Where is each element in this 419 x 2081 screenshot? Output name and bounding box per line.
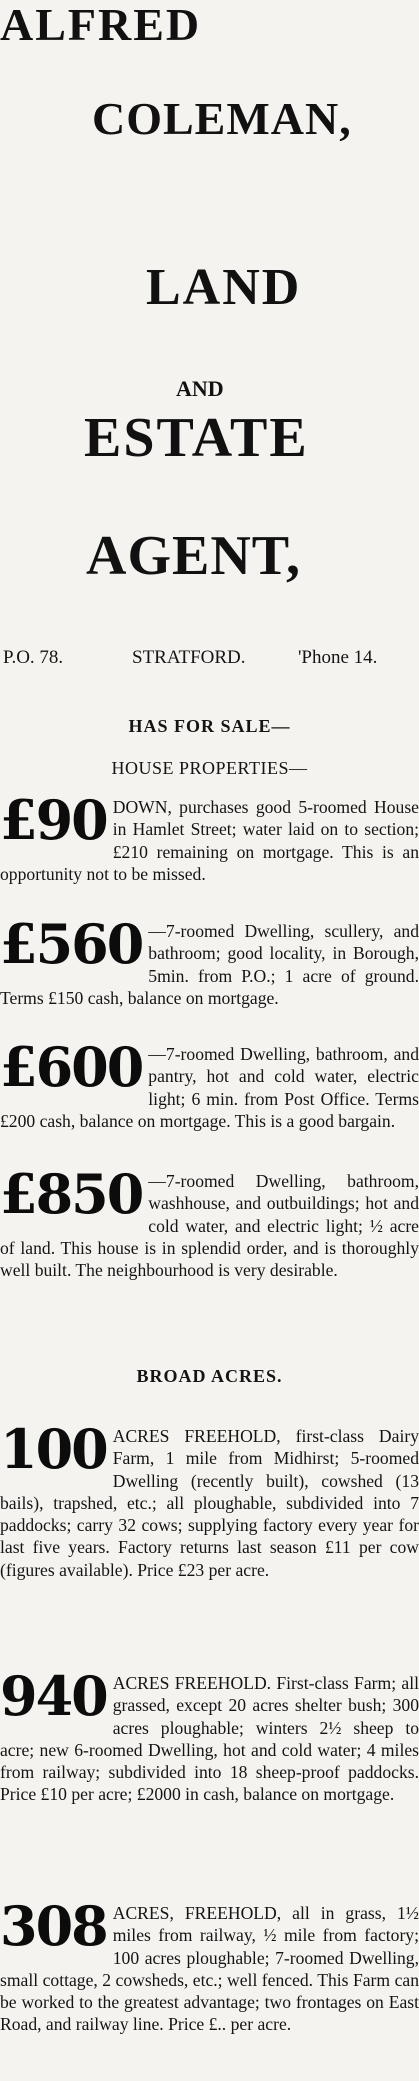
header-land: LAND (146, 259, 302, 316)
listing-text: ACRES, FREEHOLD, all in grass, 1½ miles from railway, ½ mile from factory; 100 acres ploughable; 7-roomed Dwelling, small cottage, 2 cowsheds, etc.; well fenced. This Farm can be worked to the greatest advantage; two frontages on East Road, and railway line. Price £.. per acre. (0, 1903, 419, 2035)
farm-listing (0, 1894, 419, 2036)
listing-text: —7-roomed Dwelling, bathroom, and pantry, hot and cold water, electric light; 6 min. from Post Office. Terms £200 cash, balance on mortgage. This is a good bargain. (0, 1044, 419, 1131)
header-estate: ESTATE (84, 407, 309, 469)
listing-price: £600 (0, 1035, 143, 1099)
house-listing (0, 1162, 419, 1281)
listing-text: —7-roomed Dwelling, scullery, and bathroom; good locality, in Borough, 5min. from P.O.; 1 acre of ground. Terms £150 cash, balance on mortgage. (0, 921, 419, 1008)
farm-listing (0, 1417, 419, 1581)
po-box: P.O. 78. (3, 647, 64, 668)
listing-acres: 308 (0, 1894, 107, 1958)
listing-text: ACRES FREEHOLD. First-class Farm; all grassed, except 20 acres shelter bush; 300 acres ploughable; winters 2½ sheep to acre; new 6-roomed Dwelling, hot and cold water; 4 miles from railway; subdivided into 18 sheep-proof paddocks. Price £10 per acre; £2000 in cash, balance on mortgage. (0, 1673, 419, 1805)
house-listing (0, 912, 419, 1009)
listing-acres: 100 (0, 1417, 107, 1481)
listing-text: —7-roomed Dwelling, bathroom, washhouse, and outbuildings; hot and cold water, and electric light; ½ acre of land. This house is in splendid order, and is thoroughly well built. The neighbourhood is very desirable. (0, 1171, 419, 1281)
listing-price: £850 (0, 1162, 143, 1226)
header-and: AND (176, 376, 224, 401)
phone-number: 'Phone 14. (298, 647, 378, 668)
listing-price: £560 (0, 912, 143, 976)
house-listing (0, 1035, 419, 1132)
listing-price: £90 (0, 788, 107, 852)
section-for-sale: HAS FOR SALE— (128, 716, 291, 736)
header-coleman: COLEMAN, (92, 93, 352, 144)
section-broad-acres: BROAD ACRES. (136, 1366, 283, 1386)
listing-text: DOWN, purchases good 5-roomed House in Hamlet Street; water laid on to section; £210 remaining on mortgage. This is an opportunity not to be missed. (0, 797, 419, 884)
town-name: STRATFORD. (132, 647, 246, 668)
section-house-properties: HOUSE PROPERTIES— (111, 758, 308, 778)
listing-text: ACRES FREEHOLD, first-class Dairy Farm, 1 mile from Midhirst; 5-roomed Dwelling (recently built), cowshed (13 bails), trapshed, etc.; all ploughable, subdivided into 7 paddocks; carry 32 cows; supplying factory every year for last five years. Factory returns last season £11 per cow (figures available). Price £23 per acre. (0, 1426, 419, 1580)
listing-acres: 940 (0, 1664, 107, 1728)
header-agent: AGENT, (86, 525, 301, 587)
house-listing (0, 788, 419, 885)
header-alfred: ALFRED (0, 0, 202, 50)
farm-listing (0, 1664, 419, 1806)
